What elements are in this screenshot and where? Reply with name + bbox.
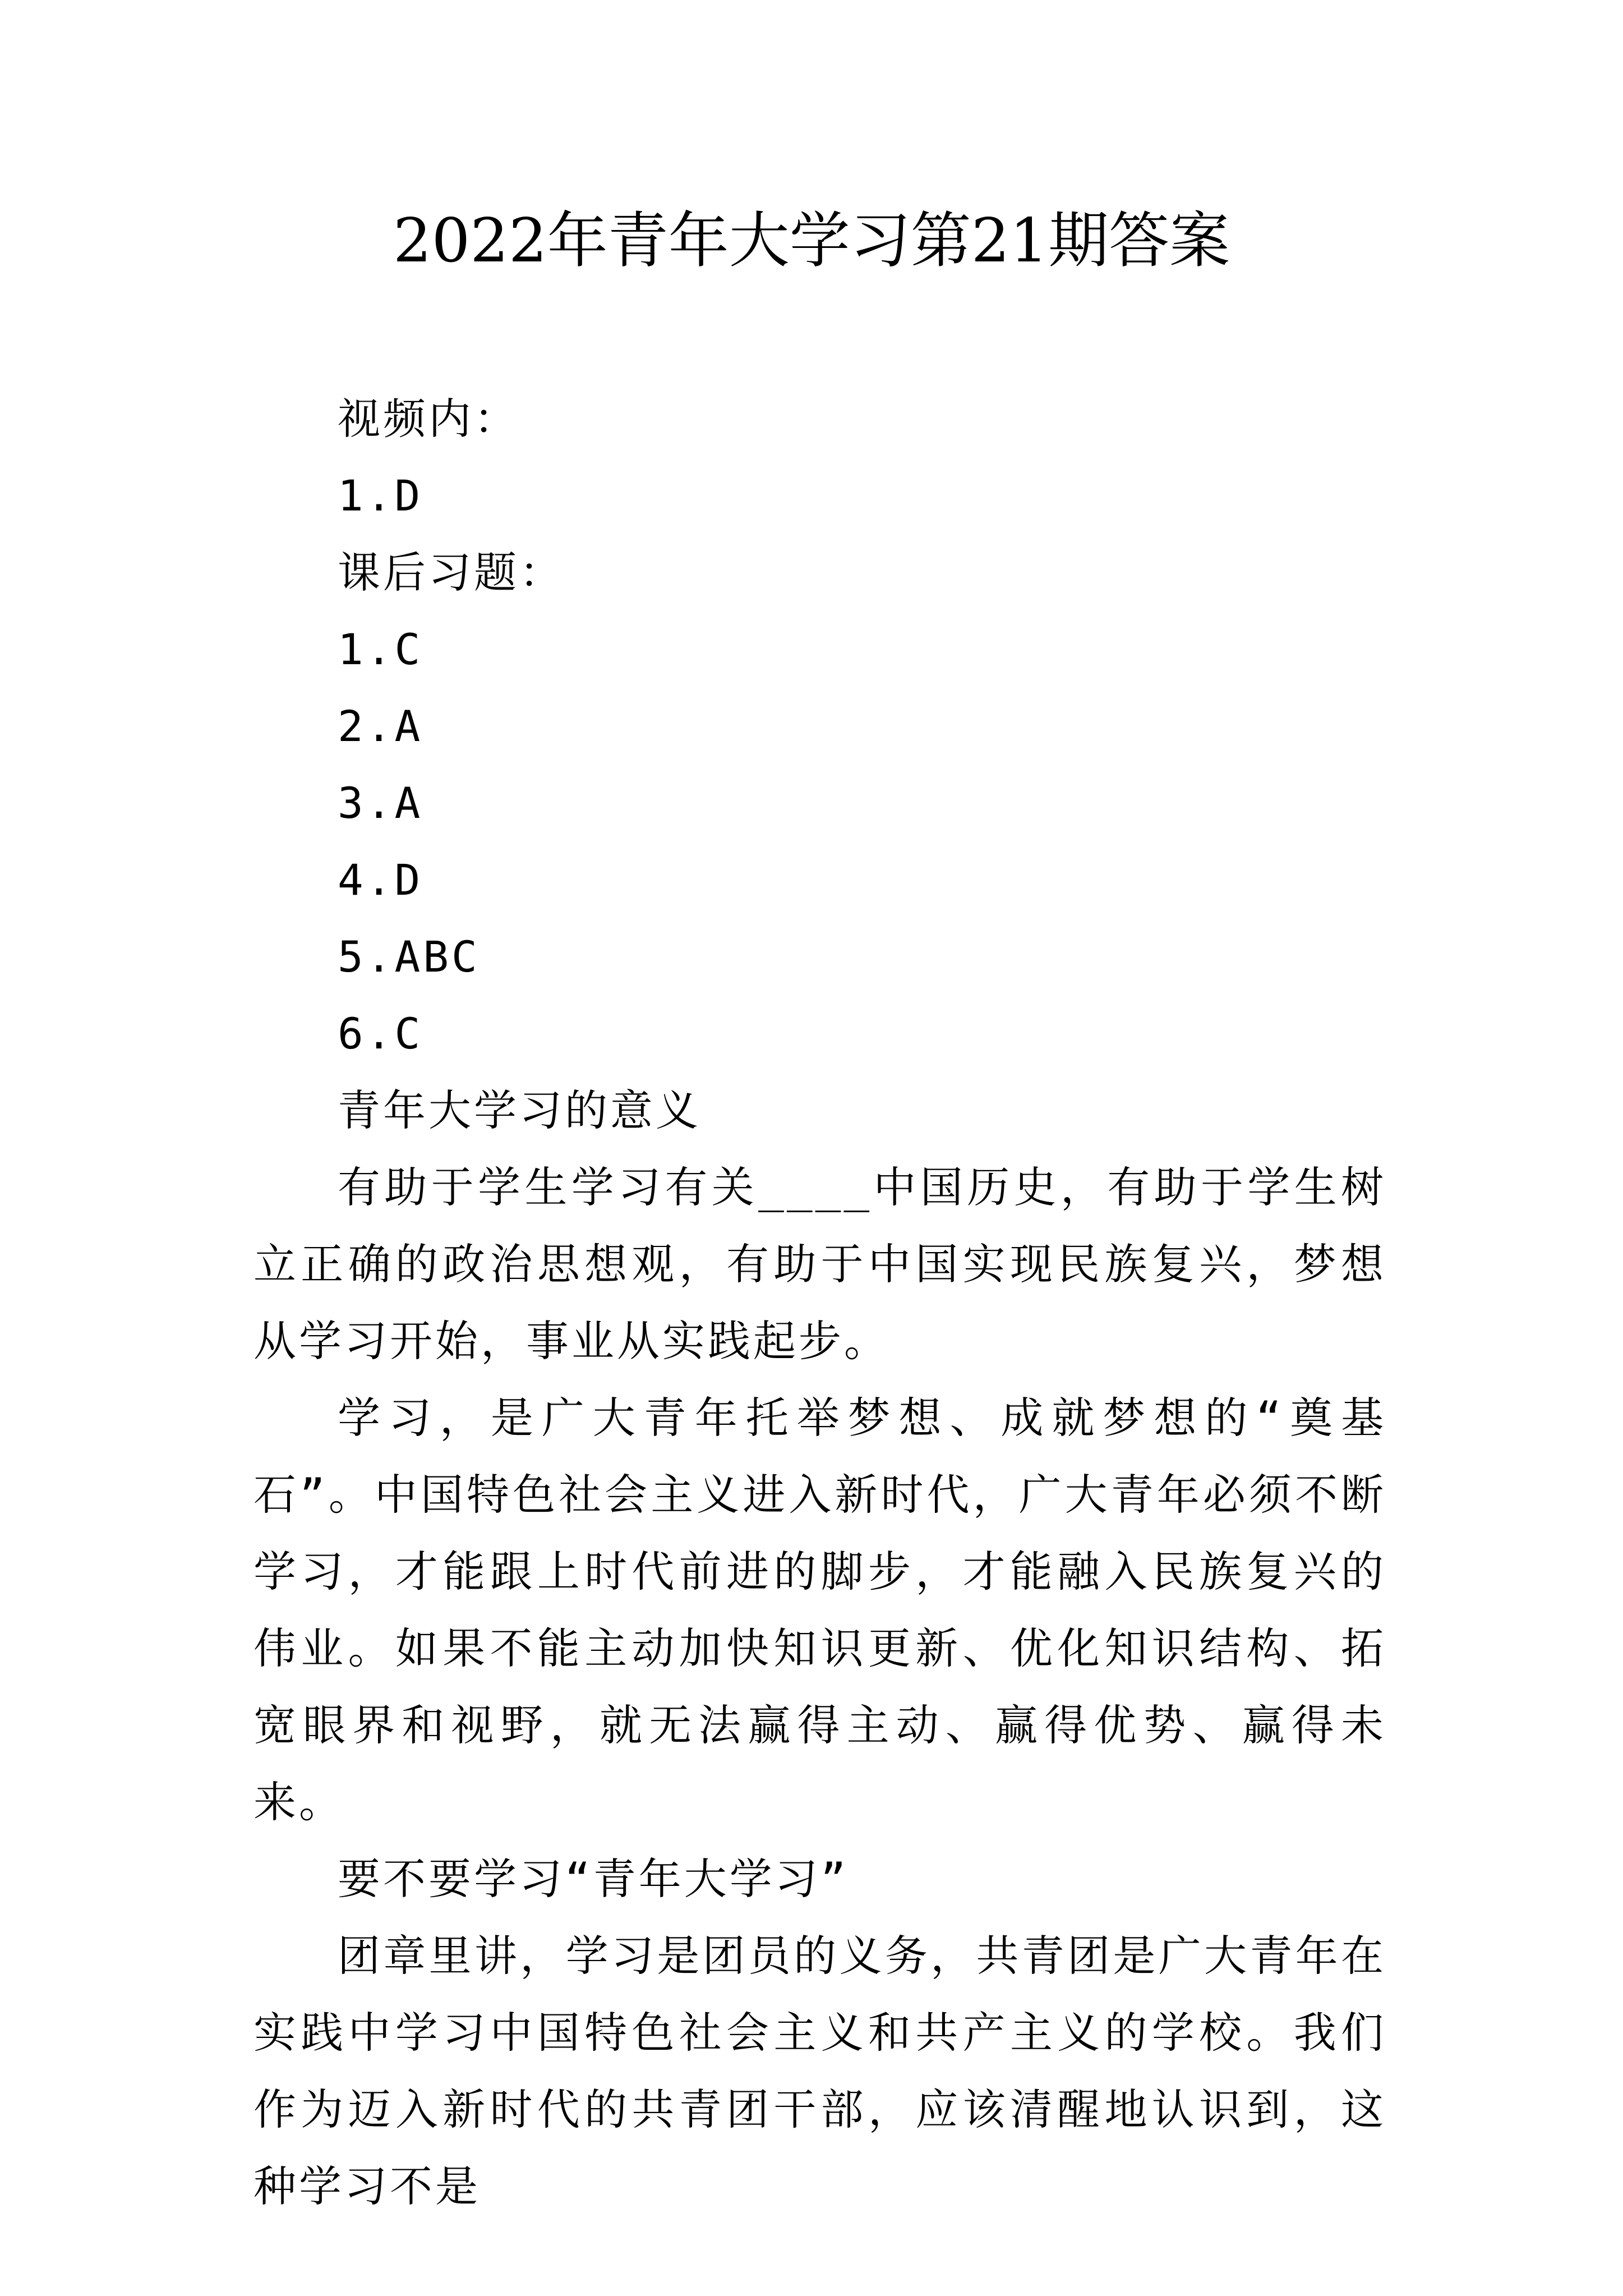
body-paragraph: 学习，是广大青年托举梦想、成就梦想的“奠基石”。中国特色社会主义进入新时代，广大青年必须不断学习，才能跟上时代前进的脚步，才能融入民族复兴的伟业。如果不能主动加快知识更新、优化知识结构、拓宽眼界和视野，就无法赢得主动、赢得优势、赢得未来。 <box>253 1393 1386 1827</box>
answer-line: 6.C <box>338 1009 423 1059</box>
section-heading-significance: 青年大学习的意义 <box>338 1085 701 1135</box>
answer-line: 3.A <box>338 778 423 828</box>
answer-line: 1.D <box>338 471 423 521</box>
document-title: 2022年青年大学习第21期答案 <box>393 206 1230 276</box>
document-body <box>253 380 1386 2225</box>
section-label-exercises: 课后习题： <box>338 547 565 597</box>
body-paragraph: 有助于学生学习有关____中国历史，有助于学生树立正确的政治思想观，有助于中国实现民族复兴，梦想从学习开始，事业从实践起步。 <box>253 1162 1386 1366</box>
answer-line: 2.A <box>338 701 423 751</box>
answer-line: 4.D <box>338 855 423 905</box>
section-heading-question: 要不要学习“青年大学习” <box>338 1854 849 1904</box>
body-paragraph: 团章里讲，学习是团员的义务，共青团是广大青年在实践中学习中国特色社会主义和共产主义的学校。我们作为迈入新时代的共青团干部，应该清醒地认识到，这种学习不是 <box>253 1931 1386 2211</box>
section-label-video: 视频内： <box>338 394 519 444</box>
answer-line: 5.ABC <box>338 932 480 982</box>
answer-line: 1.C <box>338 624 423 674</box>
